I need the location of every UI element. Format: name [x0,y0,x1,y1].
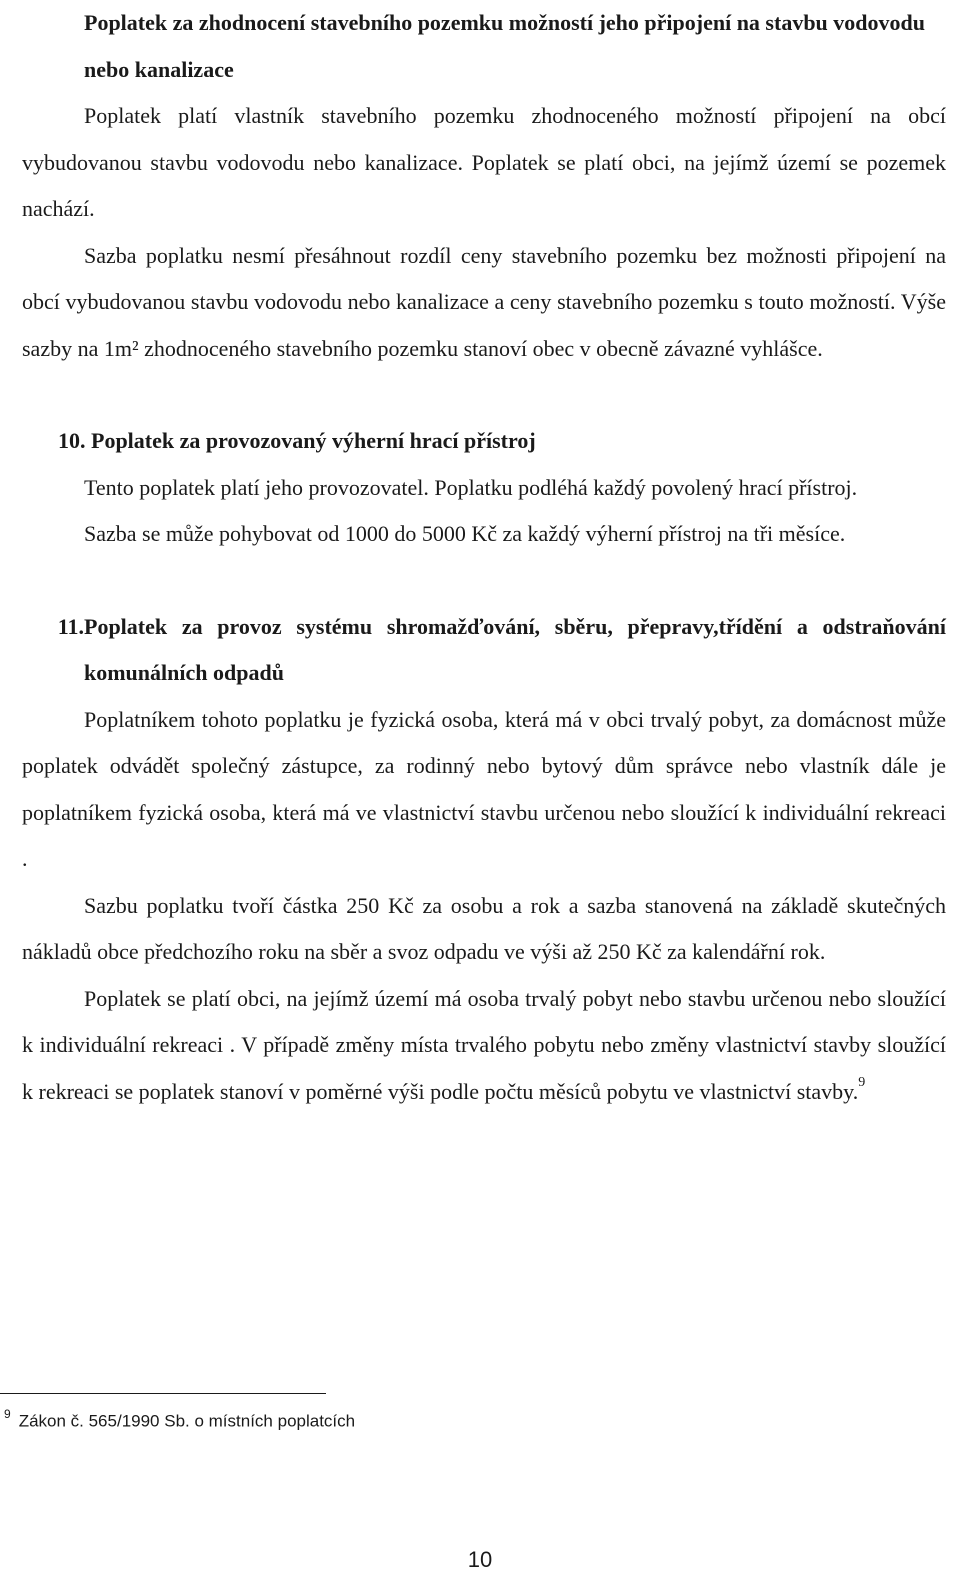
paragraph: Sazbu poplatku tvoří částka 250 Kč za osobu a rok a sazba stanovená na základě skutečných nákladů obce předchozího roku na sběr a svoz odpadu ve výši až 250 Kč za kalendářní rok. [22,892,946,964]
section-heading [22,418,946,465]
footnote-reference[interactable]: 9 [858,1075,866,1091]
document-page [22,0,946,1115]
section-number: 10. [58,428,86,453]
section-title: Poplatek za provoz systému shromažďování, sběru, přepravy,třídění a odstraňování komunálních odpadů [84,613,946,685]
footnote-text: Zákon č. 565/1990 Sb. o místních poplatcích [18,1411,356,1431]
section-gap [22,372,946,418]
section-9 [22,0,946,372]
section-10 [22,418,946,558]
paragraph: Sazba poplatku nesmí přesáhnout rozdíl ceny stavebního pozemku bez možnosti připojení na obcí vybudovanou stavbu vodovodu nebo kanalizace a ceny stavebního pozemku s touto možností. Výše sazby na 1m² zhodnoceného stavebního pozemku stanoví obec v obecně závazné vyhlášce. [22,242,946,361]
section-title: Poplatek za zhodnocení stavebního pozemku možností jeho připojení na stavbu vodovodu nebo kanalizace [84,10,925,82]
section-heading [22,604,946,697]
footnote [4,1404,355,1434]
section-number: 11. [57,613,84,639]
footnote-separator [0,1393,326,1394]
section-number [22,0,84,47]
paragraph: Poplatek platí vlastník stavebního pozemku zhodnoceného možností připojení na obcí vybudovanou stavbu vodovodu nebo kanalizace. Poplatek se platí obci, na jejímž území se pozemek nachází. [22,103,946,221]
paragraph: Sazba se může pohybovat od 1000 do 5000 Kč za každý výherní přístroj na tři měsíce. [84,521,846,546]
page-number: 10 [467,1547,493,1572]
paragraph-text: Poplatek se platí obci, na jejímž území má osoba trvalý pobyt nebo stavbu určenou nebo sloužící k individuální rekreaci . V případě změny místa trvalého pobytu nebo změny vlastnictví stavby sloužící k rekreaci se poplatek stanoví v poměrné výši podle počtu měsíců pobytu ve vlastnictví stavby. [22,985,946,1104]
paragraph [22,976,946,1116]
paragraph: Tento poplatek platí jeho provozovatel. Poplatku podléhá každý povolený hrací přístroj. [84,474,858,500]
footnote-number: 9 [4,1407,11,1421]
paragraph: Poplatníkem tohoto poplatku je fyzická osoba, která má v obci trvalý pobyt, za domácnost může poplatek odvádět společný zástupce, za rodinný nebo bytový dům správce nebo vlastník dále je poplatníkem fyzická osoba, která má ve vlastnictví stavbu určenou nebo sloužící k individuální rekreaci . [22,706,946,871]
section-heading [22,0,946,93]
section-11 [22,604,946,1116]
section-gap [22,558,946,604]
section-title: Poplatek za provozovaný výherní hrací přístroj [91,428,536,453]
